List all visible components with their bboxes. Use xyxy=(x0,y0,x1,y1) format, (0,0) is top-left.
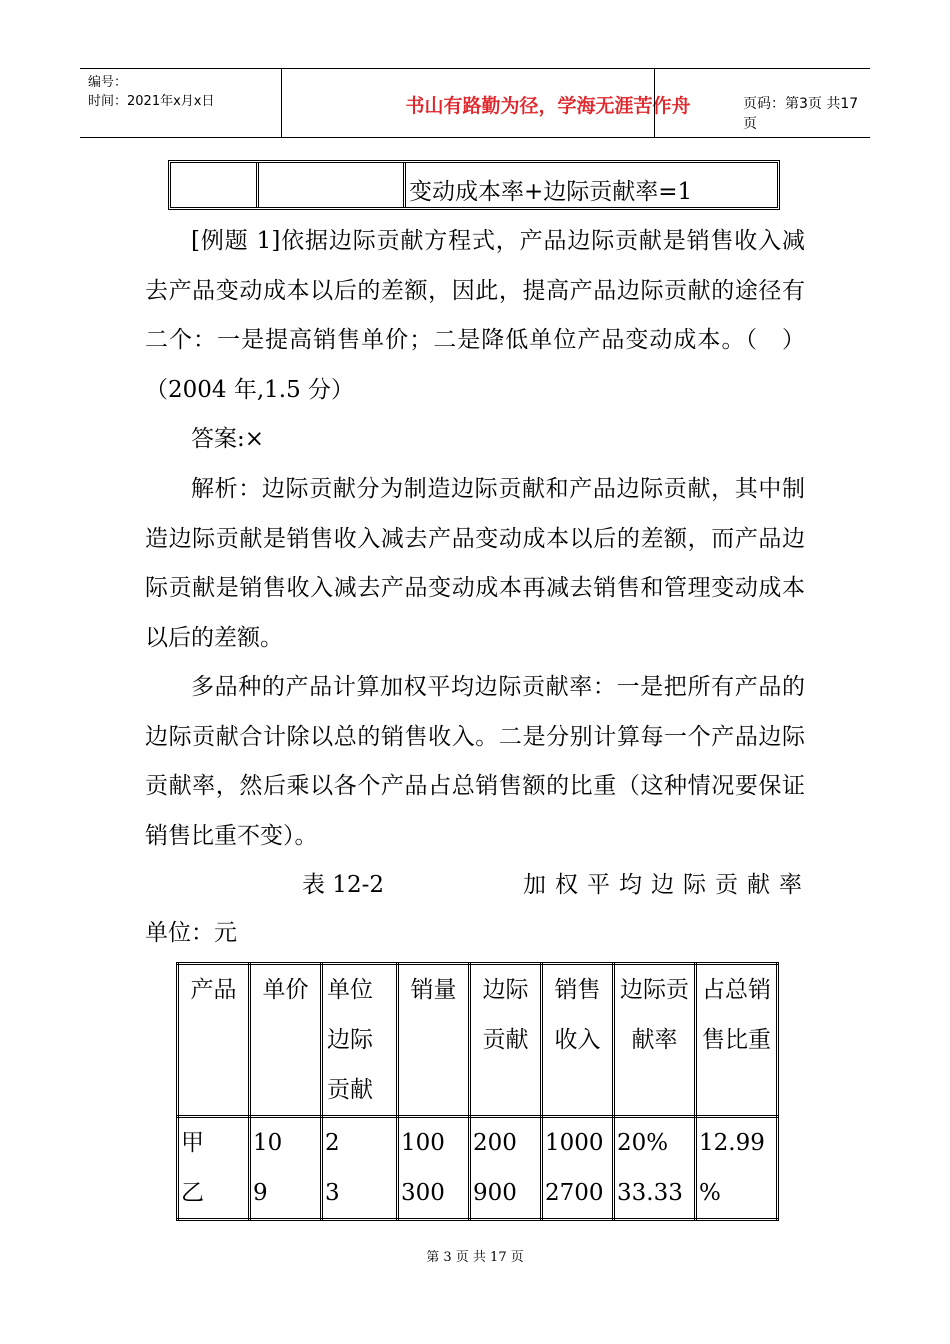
table-cell: 20% 33.33 xyxy=(614,1117,696,1220)
page-header xyxy=(80,68,870,138)
formula-table xyxy=(168,160,780,210)
table-header-row xyxy=(178,964,778,1117)
page-footer: 第 3 页 共 17 页 xyxy=(426,1250,524,1265)
table-cell: 200 900 xyxy=(470,1117,542,1220)
document-time-label: 时间：2021年x月x日 xyxy=(88,94,215,109)
header-cell-unit-margin xyxy=(322,964,398,1117)
table-cell: 100 300 xyxy=(398,1117,470,1220)
header-cell-margin: 边际贡献 xyxy=(470,964,542,1117)
table-cell: 12.99 % xyxy=(696,1117,778,1220)
answer-paragraph: 答案:× xyxy=(191,426,265,452)
header-cell-unit-margin-text: 单位边际贡献 xyxy=(327,977,373,1103)
table-row xyxy=(178,1117,778,1220)
header-cell-unit-price: 单价 xyxy=(250,964,322,1117)
header-cell-product: 产品 xyxy=(178,964,250,1117)
weighted-margin-table xyxy=(176,962,779,1221)
table-divider xyxy=(256,163,259,207)
example-paragraph: [例题 1]依据边际贡献方程式，产品边际贡献是销售收入减去产品变动成本以后的差额，因此，提高产品边际贡献的途径有二个：一是提高销售单价；二是降低单位产品变动成本。（ ）（2004 年,1.5 分） xyxy=(145,228,805,403)
header-divider xyxy=(281,69,282,137)
formula-cell: 变动成本率+边际贡献率=1 xyxy=(409,179,693,205)
header-page-info: 页码：第3页 共17页 xyxy=(743,96,859,132)
header-divider xyxy=(654,69,655,137)
table-cell: 1000 2700 xyxy=(542,1117,614,1220)
header-cell-volume: 销量 xyxy=(398,964,470,1117)
table-cell: 2 3 xyxy=(322,1117,398,1220)
header-cell-margin-rate: 边际贡献率 xyxy=(614,964,696,1117)
table-cell: 甲 乙 xyxy=(178,1117,250,1220)
header-cell-sales-share: 占总销售比重 xyxy=(696,964,778,1117)
document-number-label: 编号： xyxy=(88,75,128,90)
table-divider xyxy=(403,163,406,207)
table-cell: 10 9 xyxy=(250,1117,322,1220)
header-cell-revenue: 销售收入 xyxy=(542,964,614,1117)
weighted-rate-paragraph: 多品种的产品计算加权平均边际贡献率：一是把所有产品的边际贡献合计除以总的销售收入。二是分别计算每一个产品边际贡献率，然后乘以各个产品占总销售额的比重（这种情况要保证销售比重不变）。 xyxy=(145,674,805,849)
table-title: 加权平均边际贡献率 xyxy=(523,872,811,898)
analysis-paragraph: 解析：边际贡献分为制造边际贡献和产品边际贡献，其中制造边际贡献是销售收入减去产品变动成本以后的差额，而产品边际贡献是销售收入减去产品变动成本再减去销售和管理变动成本以后的差额。 xyxy=(145,476,805,651)
unit-label: 单位：元 xyxy=(145,920,237,946)
header-meta xyxy=(88,73,214,111)
header-motto: 书山有路勤为径，学海无涯苦作舟 xyxy=(405,95,691,117)
table-number: 表 12-2 xyxy=(302,872,384,898)
